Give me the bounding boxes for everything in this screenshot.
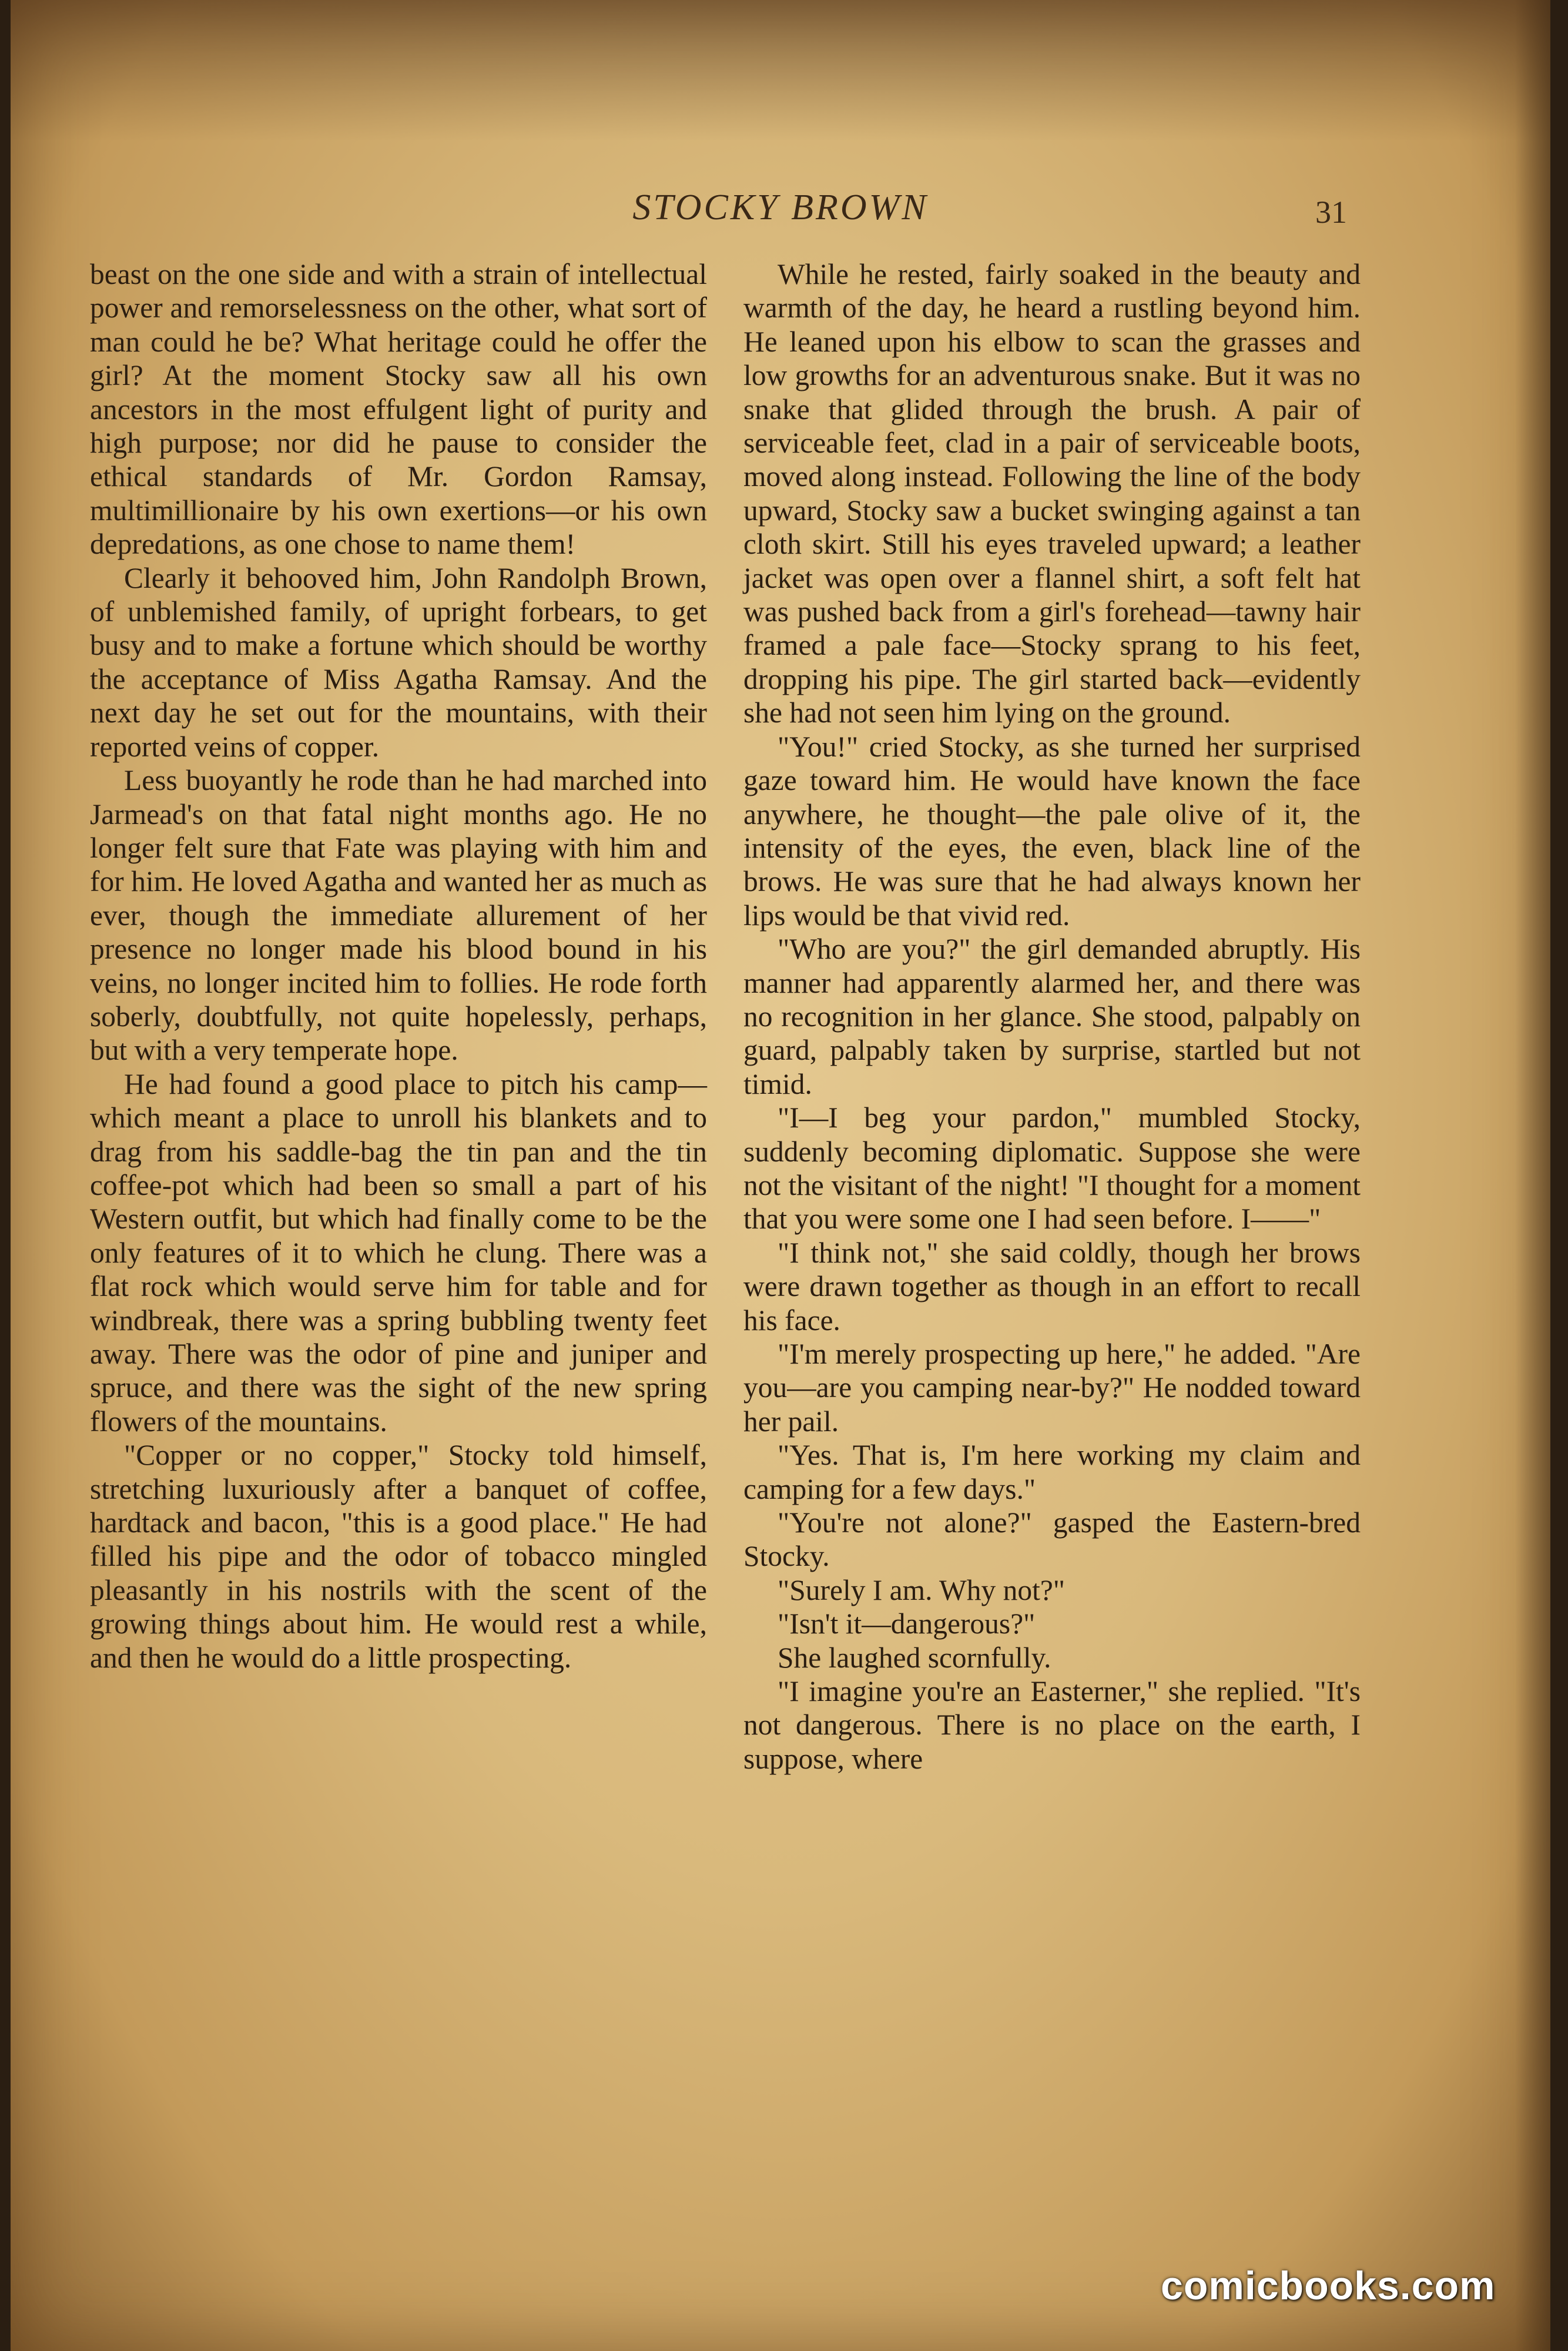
paragraph: "Isn't it—dangerous?" — [778, 1607, 1036, 1640]
paragraph: "Copper or no copper," Stocky told himself, stretching luxuriously after a banquet of coffee, hardtack and bacon, "this is a good place." He had filled his pipe and the odor of tobacco mingled pleasantly in his nostrils with the scent of the growing things about him. He would rest a while, and then he would do a little prospecting. — [90, 1439, 707, 1674]
right-text-column — [743, 257, 1361, 2138]
page-number: 31 — [1315, 195, 1347, 230]
paragraph: Clearly it behooved him, John Randolph Brown, of unblemished family, of upright forbears, to get busy and to make a fortune which should be worthy the acceptance of Miss Agatha Ramsay. And the next day he set out for the mountains, with their reported veins of copper. — [90, 561, 707, 763]
paragraph: She laughed scornfully. — [778, 1641, 1051, 1674]
running-title: STOCKY BROWN — [632, 187, 929, 227]
paragraph: "I think not," she said coldly, though her brows were drawn together as though in an effort to recall his face. — [743, 1236, 1361, 1337]
paragraph: "You!" cried Stocky, as she turned her surprised gaze toward him. He would have known the face anywhere, he thought—the pale olive of it, the intensity of the eyes, the even, black line of the brows. He was sure that he had always known her lips would be that vivid red. — [743, 730, 1361, 932]
paragraph: While he rested, fairly soaked in the beauty and warmth of the day, he heard a rustling beyond him. He leaned upon his elbow to scan the grasses and low growths for an adventurous snake. But it was no snake that glided through the brush. A pair of serviceable feet, clad in a pair of serviceable boots, moved along instead. Following the line of the body upward, Stocky saw a bucket swinging against a tan cloth skirt. Still his eyes traveled upward; a leather jacket was open over a flannel shirt, a soft felt hat was pushed back from a girl's forehead—tawny hair framed a pale face—Stocky sprang to his feet, dropping his pipe. The girl started back—evidently she had not seen him lying on the ground. — [743, 258, 1361, 729]
paragraph: "You're not alone?" gasped the Eastern-bred Stocky. — [743, 1506, 1361, 1573]
paragraph: "I imagine you're an Easterner," she replied. "It's not dangerous. There is no place on the earth, I suppose, where — [743, 1675, 1361, 1775]
paragraph: "Surely I am. Why not?" — [778, 1573, 1066, 1606]
paragraph: "Who are you?" the girl demanded abruptly. His manner had apparently alarmed her, and there was no recognition in her glance. She stood, palpably on guard, palpably taken by surprise, startled but not timid. — [743, 933, 1361, 1100]
paragraph: "I'm merely prospecting up here," he added. "Are you—are you camping near-by?" He nodded toward her pail. — [743, 1338, 1361, 1438]
paragraph: beast on the one side and with a strain of intellectual power and remorselessness on the other, what sort of man could he be? What heritage could he offer the girl? At the moment Stocky saw all his own ancestors in the most effulgent light of purity and high purpose; nor did he pause to consider the ethical standards of Mr. Gordon Ramsay, multimillionaire by his own exertions—or his own depredations, as one chose to name them! — [90, 258, 707, 561]
paragraph: Less buoyantly he rode than he had marched into Jarmead's on that fatal night months ago. He no longer felt sure that Fate was playing with him and for him. He loved Agatha and wanted her as much as ever, though the immediate allurement of her presence no longer made his blood bound in his veins, no longer incited him to follies. He rode forth soberly, doubtfully, not quite hopelessly, perhaps, but with a very temperate hope. — [90, 764, 707, 1067]
paragraph: "I—I beg your pardon," mumbled Stocky, suddenly becoming diplomatic. Suppose she were not the visitant of the night! "I thought for a moment that you were some one I had seen before. I——" — [743, 1101, 1361, 1235]
left-text-column — [90, 257, 707, 2138]
page-shadow-top — [11, 0, 1550, 141]
paragraph: He had found a good place to pitch his camp—which meant a place to unroll his blankets and to drag from his saddle-bag the tin pan and the tin coffee-pot which had been so small a part of his Western outfit, but which had finally come to be the only features of it to which he clung. There was a flat rock which would serve him for table and for windbreak, there was a spring bubbling twenty feet away. There was the odor of pine and juniper and spruce, and there was the sight of the new spring flowers of the mountains. — [90, 1067, 707, 1438]
page-shadow-right — [1515, 0, 1550, 2351]
site-watermark: comicbooks.com — [1161, 2263, 1496, 2308]
magazine-page — [11, 0, 1550, 2351]
paragraph: "Yes. That is, I'm here working my claim and camping for a few days." — [743, 1439, 1361, 1505]
